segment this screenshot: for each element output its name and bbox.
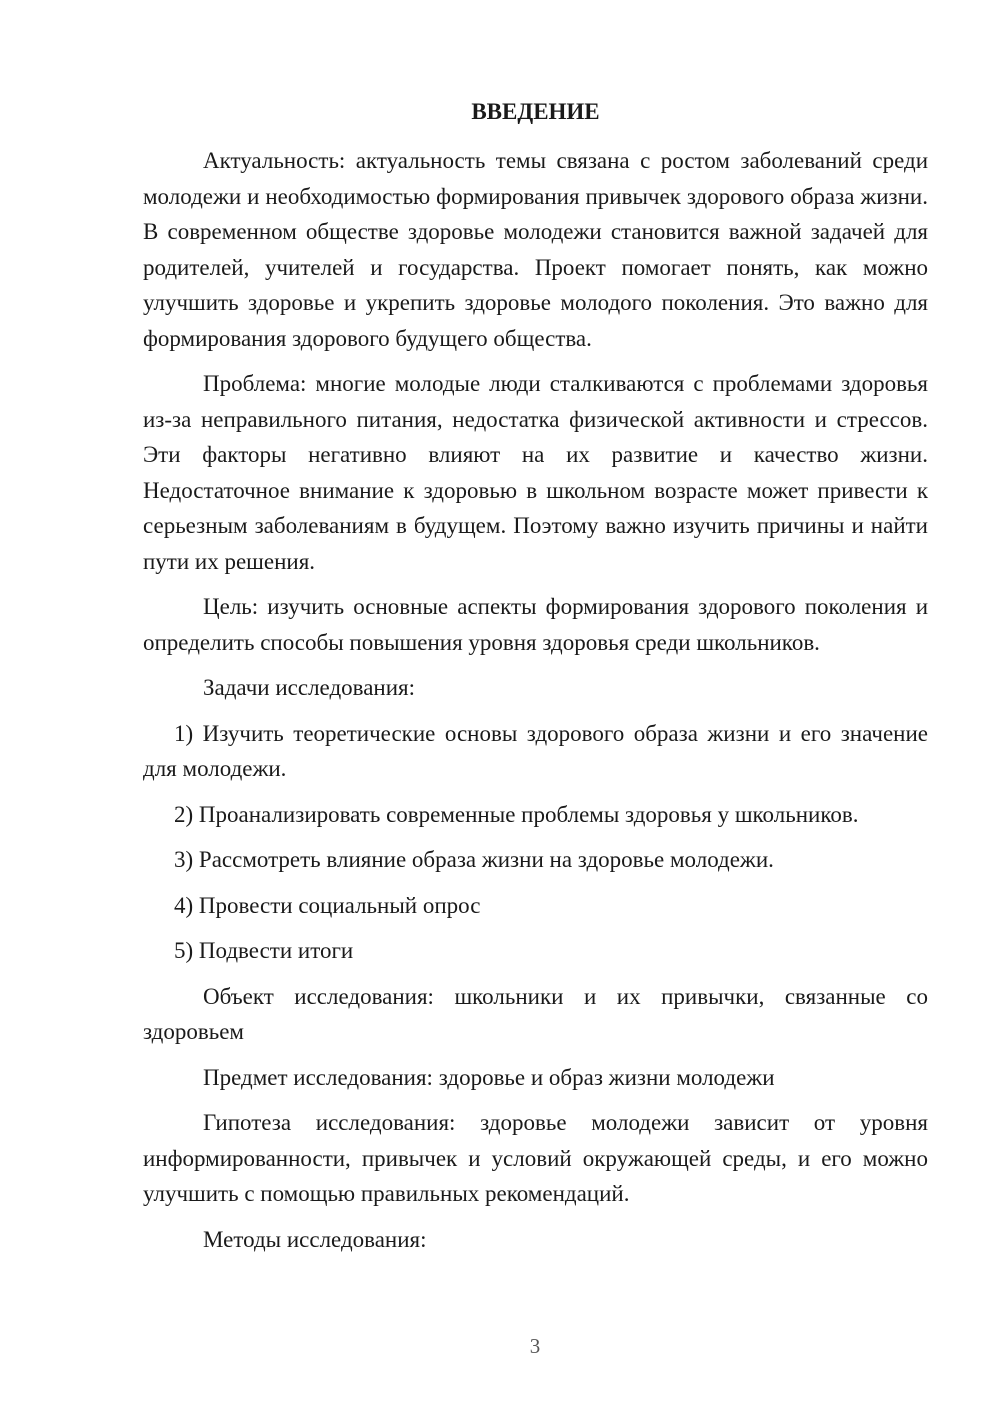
paragraph-tasks-title: Задачи исследования: (203, 675, 416, 700)
task-item-3: 3) Рассмотреть влияние образа жизни на здоровье молодежи. (174, 847, 774, 872)
paragraph-goal: Цель: изучить основные аспекты формирования здорового поколения и определить способы повышения уровня здоровья среди школьников. (143, 594, 928, 655)
paragraph-problem: Проблема: многие молодые люди сталкиваются с проблемами здоровья из-за неправильного питания, недостатка физической активности и стрессов. Эти факторы негативно влияют на их развитие и качество жизни. Недостаточное внимание к здоровью в школьном возрасте может привести к серьезным заболеваниям в будущем. Поэтому важно изучить причины и найти пути их решения. (143, 371, 928, 574)
paragraph-methods: Методы исследования: (203, 1226, 427, 1252)
task-item-1: 1) Изучить теоретические основы здорового образа жизни и его значение для молодежи. (143, 720, 928, 781)
section-heading: ВВЕДЕНИЕ (471, 99, 600, 124)
document-body (143, 94, 928, 1267)
paragraph-object: Объект исследования: школьники и их привычки, связанные со здоровьем (143, 983, 928, 1044)
paragraph-hypothesis: Гипотеза исследования: здоровье молодежи зависит от уровня информированности, привычек и условий окружающей среды, и его можно улучшить с помощью правильных рекомендаций. (143, 1110, 928, 1206)
paragraph-subject: Предмет исследования: здоровье и образ жизни молодежи (203, 1064, 775, 1090)
task-item-2: 2) Проанализировать современные проблемы здоровья у школьников. (174, 801, 859, 827)
task-item-4: 4) Провести социальный опрос (174, 892, 481, 918)
page-number: 3 (529, 1334, 541, 1358)
paragraph-relevance: Актуальность: актуальность темы связана с ростом заболеваний среди молодежи и необходимостью формирования привычек здорового образа жизни. В современном обществе здоровье молодежи становится важной задачей для родителей, учителей и государства. Проект помогает понять, как можно улучшить здоровье и укрепить здоровье молодого поколения. Это важно для формирования здорового будущего общества. (143, 148, 928, 351)
task-item-5: 5) Подвести итоги (174, 938, 354, 963)
